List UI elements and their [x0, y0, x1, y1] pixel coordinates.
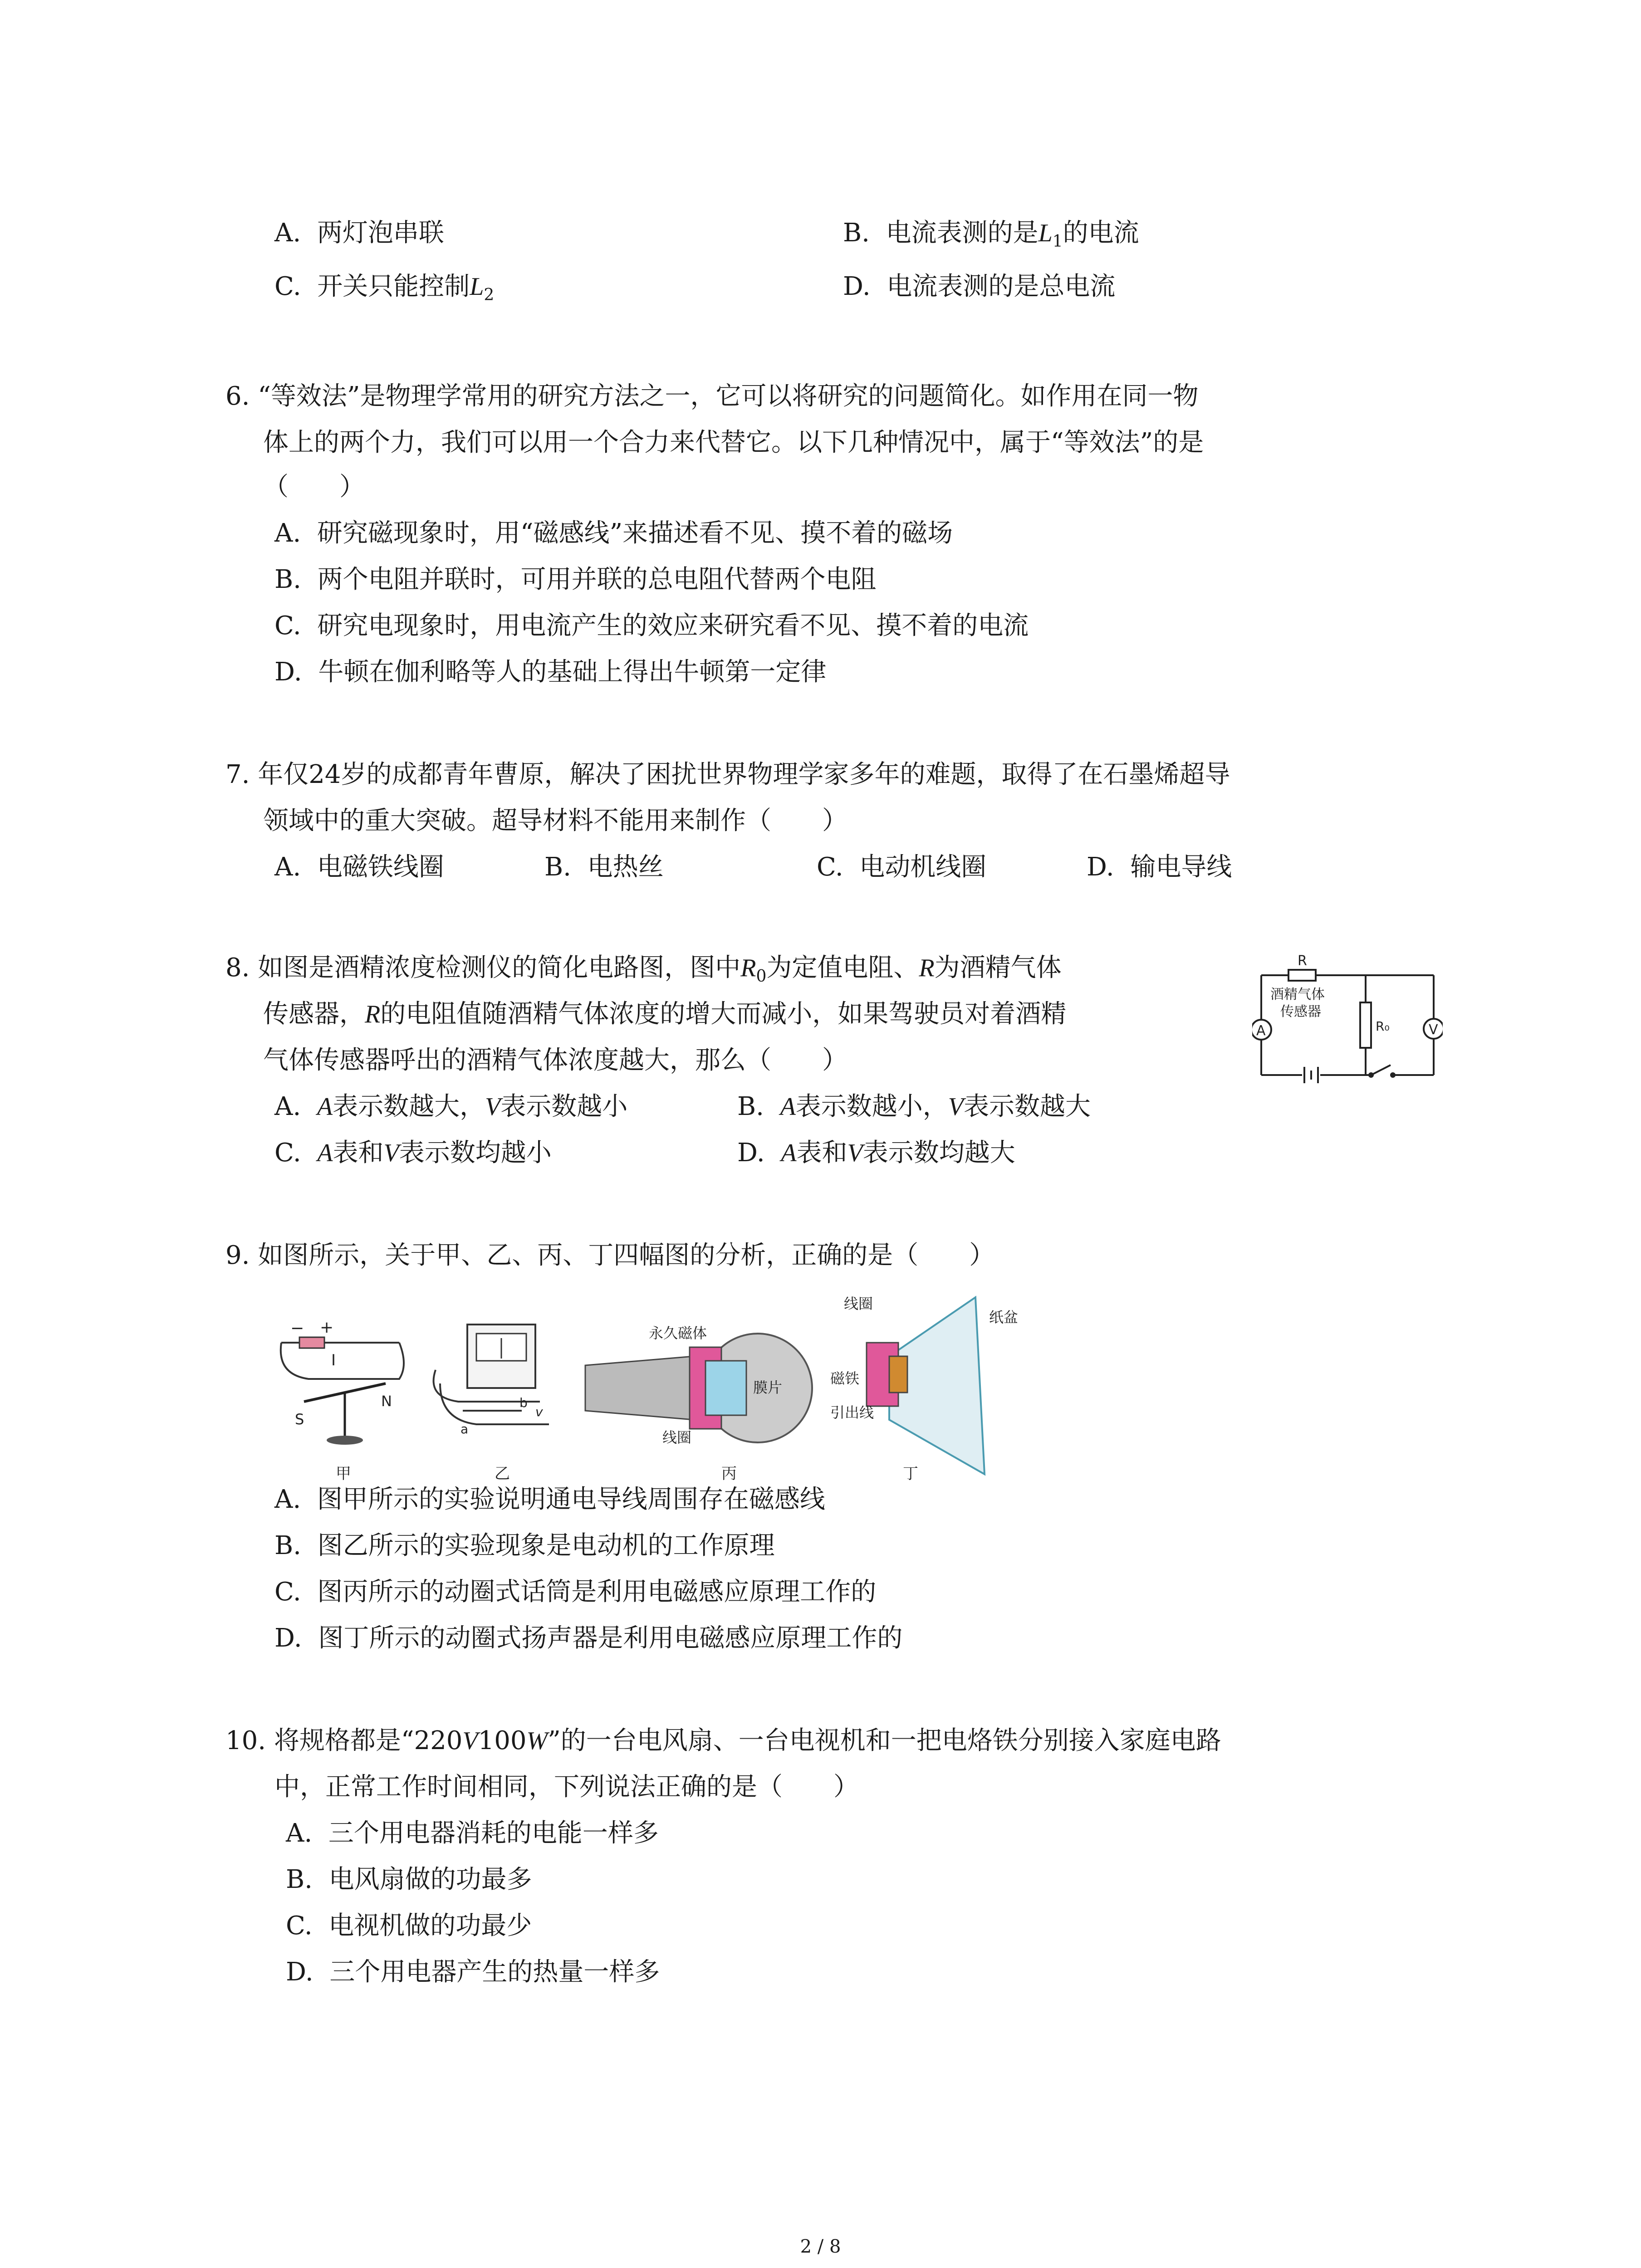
option-text: 表和	[796, 1138, 847, 1168]
q5-option-b	[843, 217, 1139, 258]
variable: A	[781, 1139, 797, 1167]
q10-option-d	[286, 1956, 660, 1989]
option-text: 表示数越小，	[795, 1092, 948, 1121]
sensor-label-2: 传感器	[1280, 1004, 1321, 1020]
q10-option-b	[286, 1863, 532, 1896]
option-text: 电视机做的功最少	[328, 1911, 532, 1941]
option-letter: B.	[274, 565, 301, 594]
q6-option-a	[274, 517, 953, 550]
switch-icon	[1369, 1065, 1395, 1077]
option-letter: C.	[274, 272, 301, 301]
q9-option-c	[274, 1576, 876, 1608]
question-number: 7.	[225, 760, 250, 789]
option-text: 研究磁现象时，用“磁感线”来描述看不见、摸不着的磁场	[317, 518, 953, 548]
subscript: 1	[1052, 232, 1063, 251]
option-letter: B.	[737, 1092, 764, 1121]
variable: A	[317, 1093, 333, 1121]
figure-label-ding: 丁	[903, 1465, 918, 1483]
question-text: 传感器，	[263, 999, 365, 1029]
four-experiments-figure	[268, 1288, 1039, 1492]
option-letter: C.	[274, 1577, 301, 1607]
q7-option-d	[1087, 851, 1232, 884]
option-letter: C.	[274, 1138, 301, 1168]
q9-option-d	[274, 1622, 902, 1655]
q10-line-1	[225, 1725, 1221, 1757]
option-text: 输电导线	[1130, 852, 1232, 882]
velocity-label: v	[535, 1404, 543, 1419]
ammeter-label: A	[1256, 1023, 1266, 1039]
q7-option-a	[274, 851, 444, 884]
q7-option-b	[544, 851, 664, 884]
variable: R	[740, 954, 756, 982]
q5-option-a	[274, 217, 444, 249]
option-text: 牛顿在伽利略等人的基础上得出牛顿第一定律	[318, 657, 827, 687]
option-text: 表示数均越小	[399, 1138, 552, 1168]
question-text: 为酒精气体	[934, 953, 1062, 982]
q8-line-3: 气体传感器呼出的酒精气体浓度越大，那么（ ）	[263, 1046, 847, 1075]
option-text: 图乙所示的实验现象是电动机的工作原理	[317, 1531, 775, 1560]
option-text: 两灯泡串联	[317, 218, 444, 248]
variable: A	[780, 1093, 796, 1121]
q8-option-a	[274, 1090, 627, 1123]
variable: R	[365, 1000, 381, 1028]
q6-option-c	[274, 610, 1029, 642]
minus-label: −	[290, 1319, 304, 1338]
option-letter: D.	[286, 1957, 314, 1987]
option-text: 表示数越大，	[333, 1092, 485, 1121]
option-letter: D.	[274, 1623, 302, 1653]
variable: W	[526, 1727, 548, 1755]
option-letter: A.	[274, 852, 301, 882]
q6-line-2: 体上的两个力，我们可以用一个合力来代替它。以下几种情况中，属于“等效法”的是	[263, 428, 1204, 457]
lead-wire-label: 引出线	[830, 1404, 874, 1421]
option-text: 图甲所示的实验说明通电导线周围存在磁感线	[317, 1485, 825, 1514]
q7-line-2: 领域中的重大突破。超导材料不能用来制作（ ）	[263, 806, 847, 836]
page-number: 2 / 8	[800, 2236, 841, 2257]
question-text: 将规格都是“220	[274, 1726, 463, 1755]
q5-option-d	[843, 270, 1115, 303]
question-number: 8.	[225, 953, 250, 982]
dynamic-microphone	[585, 1325, 812, 1483]
q8-option-b	[737, 1090, 1091, 1123]
q10-line-2: 中，正常工作时间相同，下列说法正确的是（ ）	[274, 1772, 859, 1802]
option-letter: C.	[817, 852, 843, 882]
q8-line-1	[225, 952, 1062, 993]
q9-line-1	[225, 1239, 994, 1272]
current-label: I	[331, 1351, 336, 1369]
question-number: 9.	[225, 1241, 250, 1270]
option-letter: C.	[286, 1911, 313, 1941]
option-text: 三个用电器产生的热量一样多	[329, 1957, 660, 1987]
option-text: 电热丝	[587, 852, 664, 882]
q6-line-3: （ ）	[263, 472, 365, 502]
option-text: 电动机线圈	[859, 852, 987, 882]
option-text: 三个用电器消耗的电能一样多	[328, 1818, 659, 1848]
option-letter: D.	[737, 1138, 765, 1168]
option-letter: A.	[274, 1485, 301, 1514]
n-pole-label: N	[381, 1393, 392, 1410]
question-text: 如图所示，关于甲、乙、丙、丁四幅图的分析，正确的是（ ）	[258, 1241, 995, 1270]
resistor-r0	[1360, 1002, 1371, 1048]
option-letter: C.	[274, 611, 301, 640]
r-label: R	[1298, 953, 1307, 969]
paper-cone-label: 纸盆	[989, 1309, 1019, 1326]
question-text: 年仅24岁的成都青年曹原，解决了困扰世界物理学家多年的难题，取得了在石墨烯超导	[258, 760, 1230, 789]
q9-option-a	[274, 1483, 825, 1516]
figure-label-yi: 乙	[495, 1465, 510, 1483]
option-letter: D.	[274, 657, 302, 687]
question-number: 10.	[225, 1726, 266, 1755]
option-text: 电流表测的是	[886, 218, 1038, 248]
b-label: b	[519, 1395, 528, 1410]
plus-label: +	[320, 1318, 334, 1337]
option-text: 两个电阻并联时，可用并联的总电阻代替两个电阻	[317, 565, 877, 594]
question-number: 6.	[225, 381, 250, 411]
q8-option-d	[737, 1137, 1015, 1169]
option-letter: D.	[1087, 852, 1114, 882]
q6-option-b	[274, 563, 877, 596]
variable: R	[919, 954, 935, 982]
option-text: 图丁所示的动圈式扬声器是利用电磁感应原理工作的	[318, 1623, 903, 1653]
subscript: 2	[484, 286, 495, 304]
question-text: 为定值电阻、	[766, 953, 919, 982]
option-letter: D.	[843, 272, 871, 301]
option-letter: B.	[843, 218, 870, 248]
question-text: ”的一台电风扇、一台电视机和一把电烙铁分别接入家庭电路	[548, 1726, 1221, 1755]
induction-experiment	[434, 1325, 549, 1483]
question-text: “等效法”是物理学常用的研究方法之一，它可以将研究的问题简化。如作用在同一物	[258, 381, 1199, 411]
option-letter: B.	[544, 852, 571, 882]
q7-line-1	[225, 758, 1230, 791]
question-text: 如图是酒精浓度检测仪的简化电路图，图中	[258, 953, 741, 982]
iron-label: 磁铁	[830, 1370, 860, 1387]
battery-icon	[1304, 1067, 1318, 1083]
q6-line-1	[225, 380, 1199, 413]
figure-label-bing: 丙	[721, 1465, 737, 1483]
option-letter: A.	[274, 218, 301, 248]
variable: V	[485, 1093, 501, 1121]
option-text: 表和	[333, 1138, 384, 1168]
option-text: 电流表测的是总电流	[887, 272, 1116, 301]
loudspeaker	[830, 1295, 1018, 1483]
option-letter: B.	[274, 1531, 301, 1560]
option-text: 表示数均越大	[862, 1138, 1015, 1168]
option-text: 的电流	[1063, 218, 1139, 248]
coil-icon	[705, 1361, 746, 1415]
variable: V	[948, 1093, 964, 1121]
option-letter: B.	[286, 1865, 313, 1894]
figure-label-jia: 甲	[336, 1465, 351, 1483]
question-text: 的电阻值随酒精气体浓度的增大而减小，如果驾驶员对着酒精	[380, 999, 1067, 1029]
variable: A	[317, 1139, 333, 1167]
q10-option-c	[286, 1910, 532, 1942]
q10-option-a	[286, 1817, 659, 1850]
variable: L	[1038, 219, 1053, 247]
variable: V	[462, 1727, 478, 1755]
coil-label-2: 线圈	[844, 1295, 873, 1312]
s-pole-label: S	[295, 1411, 304, 1428]
resistor-r	[1288, 970, 1316, 981]
option-text: 图丙所示的动圈式话筒是利用电磁感应原理工作的	[317, 1577, 877, 1607]
variable: V	[383, 1139, 399, 1167]
voltmeter-label: V	[1429, 1022, 1438, 1038]
q5-option-c	[274, 270, 494, 312]
q8-line-2	[263, 998, 1066, 1031]
coil-label: 线圈	[662, 1429, 692, 1446]
q6-option-d	[274, 656, 826, 689]
question-text: 100	[478, 1726, 527, 1755]
option-letter: A.	[286, 1818, 313, 1848]
option-text: 电磁铁线圈	[317, 852, 444, 882]
option-letter: A.	[274, 518, 301, 548]
option-letter: A.	[274, 1092, 301, 1121]
q7-option-c	[817, 851, 986, 884]
variable: V	[847, 1139, 863, 1167]
q8-option-c	[274, 1137, 552, 1169]
variable: L	[470, 273, 484, 301]
sensor-label-1: 酒精气体	[1270, 987, 1325, 1002]
oersted-experiment	[281, 1318, 404, 1483]
option-text: 电风扇做的功最多	[328, 1865, 532, 1894]
speaker-coil-icon	[889, 1356, 907, 1393]
a-label: a	[460, 1422, 469, 1437]
membrane-label: 膜片	[753, 1379, 783, 1396]
option-text: 开关只能控制	[317, 272, 470, 301]
battery-icon	[299, 1337, 324, 1348]
option-text: 表示数越大	[964, 1092, 1091, 1121]
option-text: 表示数越小	[500, 1092, 628, 1121]
r0-label: R₀	[1376, 1019, 1390, 1034]
q9-option-b	[274, 1530, 775, 1562]
option-text: 研究电现象时，用电流产生的效应来研究看不见、摸不着的电流	[317, 611, 1029, 640]
magnet-label: 永久磁体	[649, 1325, 707, 1342]
subscript: 0	[756, 967, 767, 986]
alcohol-tester-circuit-diagram	[1252, 948, 1443, 1084]
